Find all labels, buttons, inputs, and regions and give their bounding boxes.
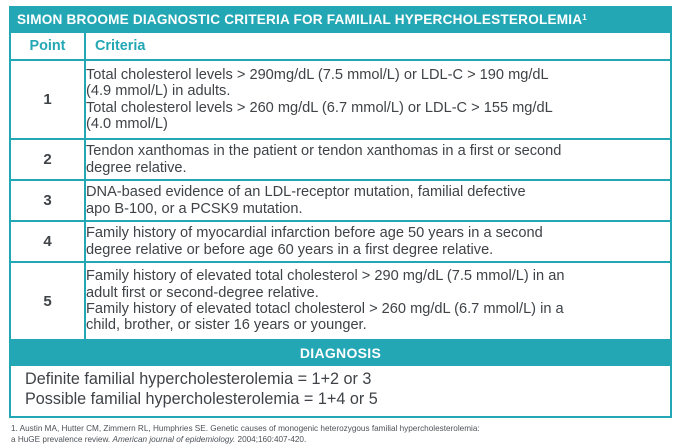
criteria-line: degree relative or before age 60 years in a first degree relative. xyxy=(86,241,494,258)
criteria-line: (4.0 mmol/L) xyxy=(86,115,168,132)
table-title-text: SIMON BROOME DIAGNOSTIC CRITERIA FOR FAMILIAL HYPERCHOLESTEROLEMIA xyxy=(17,12,583,27)
table-row xyxy=(10,139,671,180)
table-title xyxy=(9,6,672,33)
criteria-line: (4.9 mmol/L) in adults. xyxy=(86,83,231,100)
row-point: 1 xyxy=(10,60,85,139)
diagnosis-box xyxy=(9,366,672,418)
header-criteria: Criteria xyxy=(85,33,671,60)
table-row xyxy=(10,221,671,262)
row-point: 3 xyxy=(10,180,85,221)
row-point: 5 xyxy=(10,262,85,340)
reference-line-2-start: a HuGE prevalence review. xyxy=(11,434,111,444)
header-point: Point xyxy=(10,33,85,60)
criteria-line: Tendon xanthomas in the patient or tendon xanthomas in a first or second xyxy=(86,143,562,160)
table-row xyxy=(10,60,671,139)
row-point: 4 xyxy=(10,221,85,262)
criteria-line: Family history of elevated totacl cholesterol > 260 mg/dL (6.7 mmol/L) in a xyxy=(86,301,564,317)
criteria-line: apo B-100, or a PCSK9 mutation. xyxy=(86,200,303,217)
row-criteria xyxy=(85,60,671,139)
diagnosis-definite: Definite familial hypercholesterolemia = 1+2 or 3 xyxy=(25,370,372,388)
table-row xyxy=(10,262,671,340)
criteria-line: Family history of myocardial infarction before age 50 years in a second xyxy=(86,225,543,242)
table-header-row xyxy=(10,33,671,60)
criteria-line: Family history of elevated total cholesterol > 290 mg/dL (7.5 mmol/L) in an xyxy=(86,268,565,285)
criteria-line: child, brother, or sister 16 years or younger. xyxy=(86,317,367,334)
row-criteria xyxy=(85,221,671,262)
reference-footnote xyxy=(9,424,672,446)
diagnosis-possible: Possible familial hypercholesterolemia = 1+4 or 5 xyxy=(25,390,378,408)
criteria-table xyxy=(9,33,672,341)
criteria-line: Total cholesterol levels > 290mg/dL (7.5 mmol/L) or LDL-C > 190 mg/dL xyxy=(86,66,549,83)
title-footnote-marker: 1 xyxy=(582,13,587,22)
row-criteria xyxy=(85,139,671,180)
criteria-line: DNA-based evidence of an LDL-receptor mutation, familial defective xyxy=(86,184,526,201)
diagnosis-header: DIAGNOSIS xyxy=(9,341,672,366)
criteria-line: degree relative. xyxy=(86,159,187,176)
reference-journal: American journal of epidemiology. xyxy=(112,434,236,444)
reference-line-2-end: 2004;160:407-420. xyxy=(237,434,307,444)
criteria-line: Total cholesterol levels > 260 mg/dL (6.7 mmol/L) or LDL-C > 155 mg/dL xyxy=(86,99,553,116)
criteria-line: adult first or second-degree relative. xyxy=(86,284,319,301)
row-criteria xyxy=(85,180,671,221)
reference-line-1: 1. Austin MA, Hutter CM, Zimmern RL, Humphries SE. Genetic causes of monogenic heterozygous familial hypercholesterolemia: xyxy=(11,424,480,433)
table-row xyxy=(10,180,671,221)
row-point: 2 xyxy=(10,139,85,180)
row-criteria xyxy=(85,262,671,340)
reference-line-2 xyxy=(11,435,672,446)
criteria-document xyxy=(9,6,672,446)
